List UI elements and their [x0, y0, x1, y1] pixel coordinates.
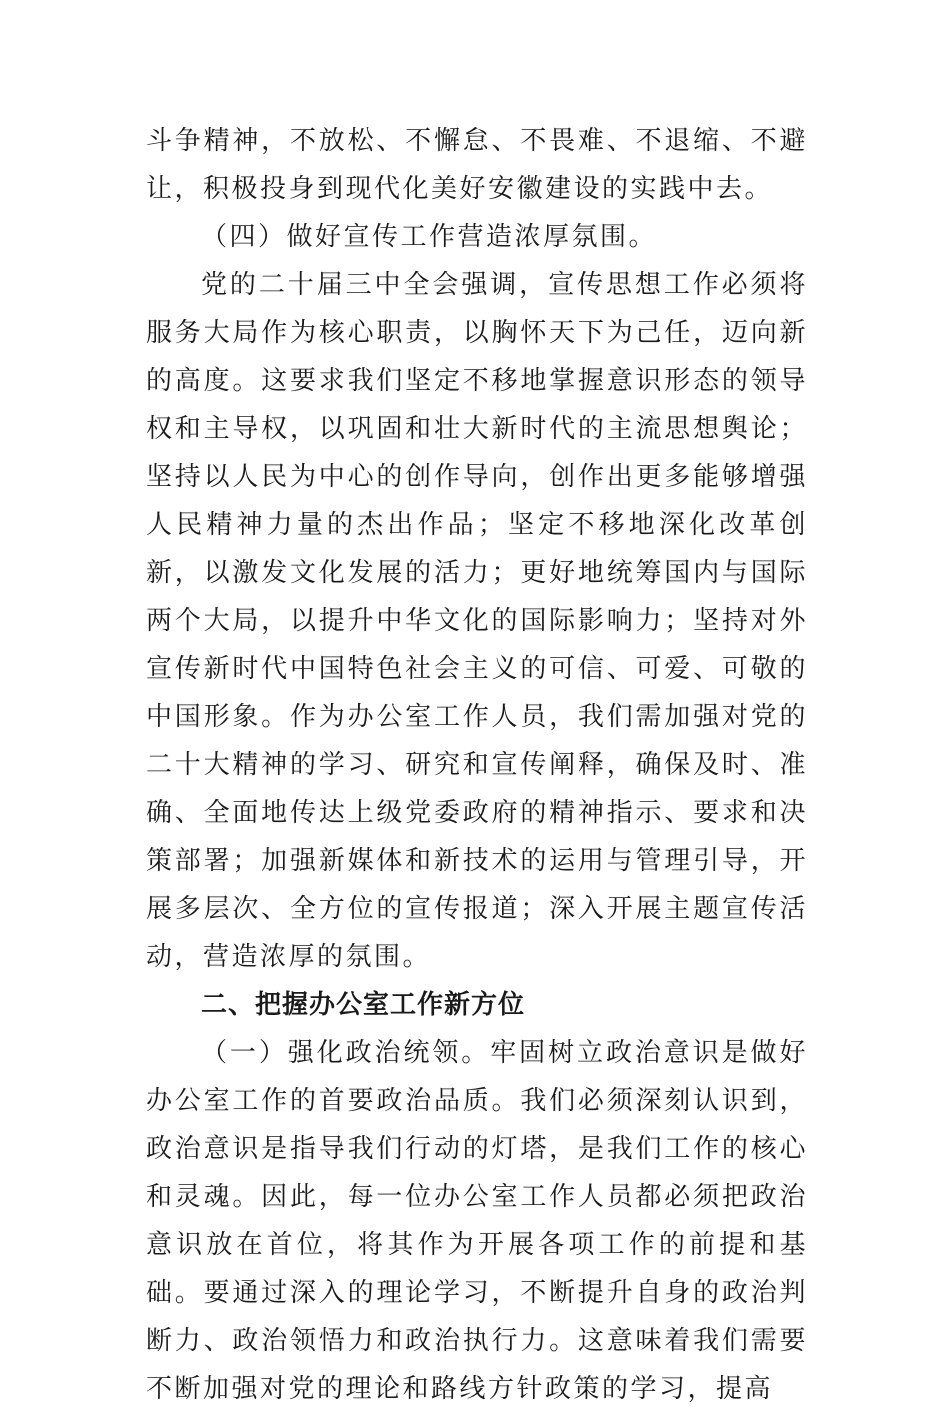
- section-four-body: 党的二十届三中全会强调，宣传思想工作必须将服务大局作为核心职责，以胸怀天下为己任，迈向新的高度。这要求我们坚定不移地掌握意识形态的领导权和主导权，以巩固和壮大新时代的主流思想舆论；坚持以人民为中心的创作导向，创作出更多能够增强人民精神力量的杰出作品；坚定不移地深化改革创新，以激发文化发展的活力；更好地统筹国内与国际两个大局，以提升中华文化的国际影响力；坚持对外宣传新时代中国特色社会主义的可信、可爱、可敬的中国形象。作为办公室工作人员，我们需加强对党的二十大精神的学习、研究和宣传阐释，确保及时、准确、全面地传达上级党委政府的精神指示、要求和决策部署；加强新媒体和新技术的运用与管理引导，开展多层次、全方位的宣传报道；深入开展主题宣传活动，营造浓厚的氛围。: [146, 270, 808, 972]
- section-four-heading: （四）做好宣传工作营造浓厚氛围。: [201, 222, 658, 252]
- paragraph-continuation: 斗争精神，不放松、不懈怠、不畏难、不退缩、不避让，积极投身到现代化美好安徽建设的实践中去。: [146, 126, 808, 204]
- subsection-one-paragraph: [146, 1029, 808, 1413]
- subsection-one-body: 牢固树立政治意识是做好办公室工作的首要政治品质。我们必须深刻认识到，政治意识是指导我们行动的灯塔，是我们工作的核心和灵魂。因此，每一位办公室工作人员都必须把政治意识放在首位，将其作为开展各项工作的前提和基础。要通过深入的理论学习，不断提升自身的政治判断力、政治领悟力和政治执行力。这意味着我们需要不断加强对党的理论和路线方针政策的学习，提高: [146, 1038, 808, 1404]
- part-two-heading: 二、把握办公室工作新方位: [201, 990, 526, 1020]
- document-body: [146, 117, 808, 1413]
- subsection-one-label: （一）强化政治统领。: [201, 1038, 491, 1068]
